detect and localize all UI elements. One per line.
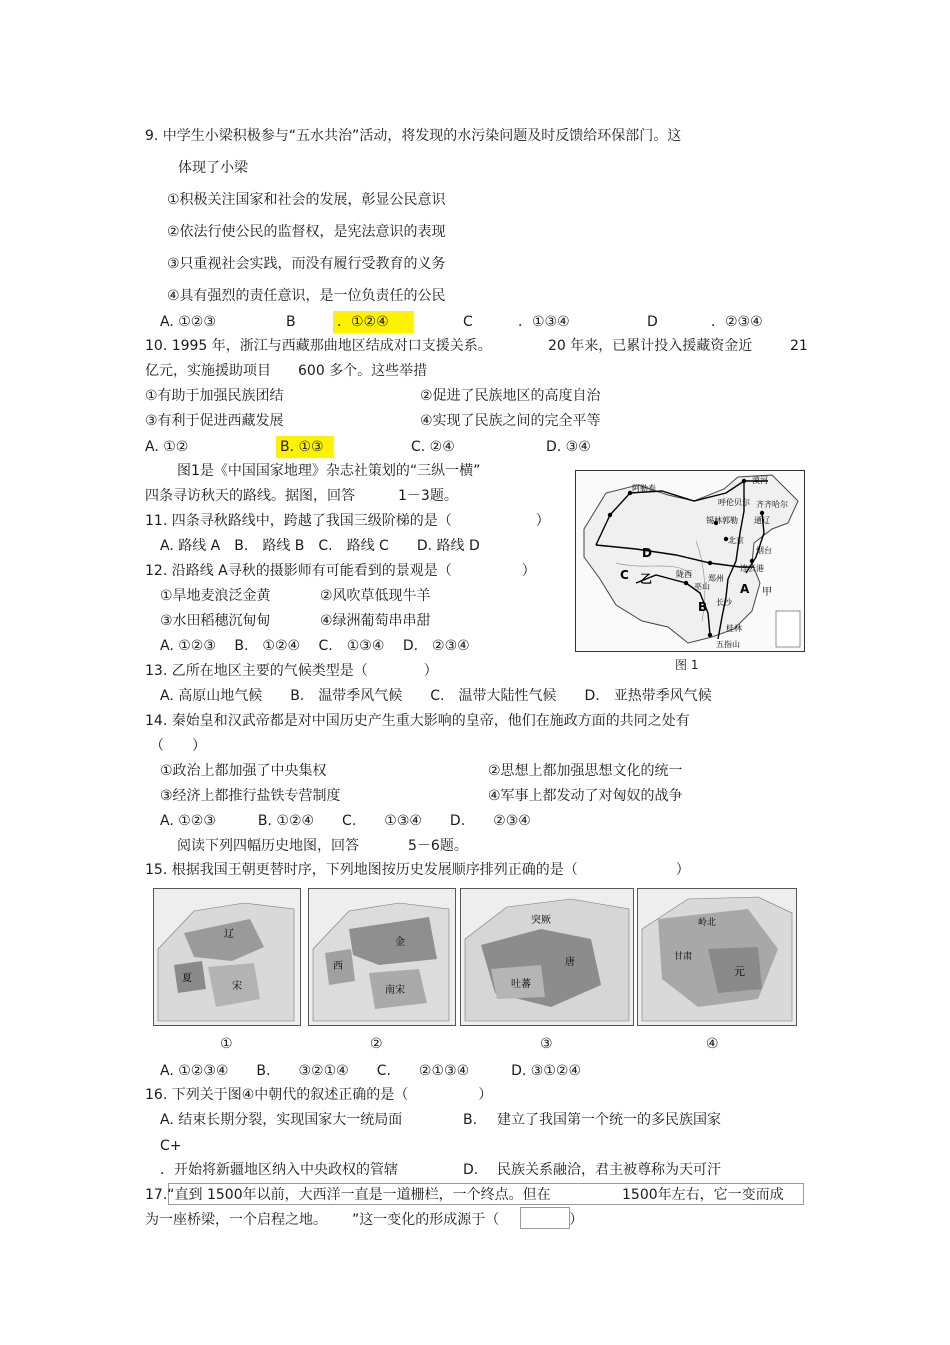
map-label-4: ④ [706,1036,719,1052]
svg-text:吐蕃: 吐蕃 [511,979,531,990]
map-label-lianyungang: 连云港 [740,564,764,573]
q16-option-c: ．开始将新疆地区纳入中央政权的管辖 [160,1162,398,1178]
q10-item-1: ①有助于加强民族团结 [145,388,284,404]
q14-options: A. ①②③ B. ①②④ C. ①③④ D. ②③④ [160,813,531,829]
q16-option-a: A. 结束长期分裂，实现国家大一统局面 [160,1112,403,1128]
q9-item-3: ③只重视社会实践，而没有履行受教育的义务 [167,256,446,272]
q9-item-4: ④具有强烈的责任意识，是一位负责任的公民 [167,288,446,304]
map-label-zhengzhou: 郑州 [708,574,724,583]
map-label-beijing: 北京 [728,536,744,545]
history-intro-b: 5－6题。 [408,838,468,854]
map-label-qiqihar: 齐齐哈尔 [756,500,788,509]
svg-text:宋: 宋 [232,981,242,992]
q10-stem-line2b: 600 多个。这些举措 [298,363,428,379]
q12-item-3: ③水田稻穗沉甸甸 [160,613,271,629]
q10-stem-line1a: 10. 1995 年，浙江与西藏那曲地区结成对口支援关系。 [145,338,492,354]
q14-item-1: ①政治上都加强了中央集权 [160,763,327,779]
q10-item-3: ③有利于促进西藏发展 [145,413,284,429]
q9-option-c: ．①③④ [518,314,570,330]
q10-option-a: A. ①② [145,439,189,455]
map-label-tongliao: 通辽 [754,516,770,525]
q16-option-b: 建立了我国第一个统一的多民族国家 [497,1112,721,1128]
map-label-wushan: 巫山 [694,582,710,591]
q9-option-b-highlighted: ．①②④ [333,311,414,333]
q17-stem-line1a: 17.“直到 1500年以前，大西洋一直是一道栅栏，一个终点。但在 [145,1187,551,1203]
q9-item-2: ②依法行使公民的监督权，是宪法意识的表现 [167,224,446,240]
q10-option-b-highlighted: B. ①③ [276,436,334,458]
q16-option-c-letter: C+ [160,1138,182,1154]
map-label-2: ② [370,1036,383,1052]
svg-text:元: 元 [734,965,745,978]
history-map-4 [637,888,797,1026]
q9-stem-line2: 体现了小梁 [178,160,248,176]
q12-options: A. ①②③ B. ①②④ C. ①③④ D. ②③④ [160,638,470,654]
map-route-label-b: B [698,600,708,614]
q10-option-c: C. ②④ [411,439,455,455]
q14-paren: （ ） [150,738,206,754]
q13-stem: 13. 乙所在地区主要的气候类型是（ ） [145,663,438,679]
q9-option-a: A. ①②③ [160,314,216,330]
map-label-guilin: 桂林 [726,624,742,633]
map-route-label-d: D [642,546,652,560]
q16-stem: 16. 下列关于图④中朝代的叙述正确的是（ ） [145,1087,493,1103]
svg-text:岭北: 岭北 [698,918,717,928]
q10-item-4: ④实现了民族之间的完全平等 [420,413,601,429]
q12-stem: 12. 沿路线 A寻秋的摄影师有可能看到的景观是（ ） [145,563,536,579]
q16-option-d: 民族关系融洽，君主被尊称为天可汗 [497,1162,721,1178]
svg-text:南宋: 南宋 [385,985,405,996]
map-label-longxi: 陇西 [676,570,692,579]
history-map-1 [153,888,301,1026]
map-label-changsha: 长沙 [716,598,732,607]
svg-text:夏: 夏 [182,973,192,984]
svg-text:甘肃: 甘肃 [674,952,693,962]
svg-text:突厥: 突厥 [531,915,551,926]
q9-option-d-letter: D [647,314,658,330]
geo-intro-line2a: 四条寻访秋天的路线。据图，回答 [145,488,355,504]
q10-stem-line1b: 20 年来，已累计投入援藏资金近 [548,338,753,354]
map-label-yi: 乙 [640,572,653,586]
q15-stem: 15. 根据我国王朝更替时序，下列地图按历史发展顺序排列正确的是（ ） [145,862,690,878]
svg-text:西: 西 [333,961,343,972]
q10-stem-line2a: 亿元，实施援助项目 [145,363,271,379]
q9-option-d: ．②③④ [711,314,763,330]
history-map-3 [460,888,634,1026]
q14-item-4: ④军事上都发动了对匈奴的战争 [488,788,683,804]
q9-stem-line1: 9. 中学生小梁积极参与“五水共治”活动，将发现的水污染问题及时反馈给环保部门。这 [145,128,682,144]
q12-item-1: ①旱地麦浪泛金黄 [160,588,271,604]
q9-option-c-letter: C [463,314,473,330]
map-label-3: ③ [540,1036,553,1052]
map-route-label-a: A [740,582,750,596]
q17-stem-line2b: ”这一变化的形成源于（ ） [352,1212,584,1228]
map-label-yantai: 烟台 [756,546,772,555]
china-map-svg [576,471,804,651]
figure-1-china-route-map [575,470,805,652]
q17-stem-line2a: 为一座桥梁，一个启程之地。 [145,1212,327,1228]
map-label-jia: 甲 [762,587,772,598]
map-route-label-c: C [620,568,629,582]
figure-1-caption: 图 1 [675,658,699,672]
q10-option-d: D. ③④ [546,439,591,455]
q11-stem: 11. 四条寻秋路线中，跨越了我国三级阶梯的是（ ） [145,513,550,529]
map-label-xilingol: 锡林郭勒 [706,516,738,525]
map-label-1: ① [220,1036,233,1052]
svg-text:唐: 唐 [565,957,575,968]
q12-item-4: ④绿洲葡萄串串甜 [320,613,431,629]
map-label-altay: 阿勒泰 [632,484,656,493]
q17-stem-line1b: 1500年左右，它一变而成 [622,1187,784,1203]
geo-intro-line2b: 1－3题。 [398,488,458,504]
q16-option-d-letter: D. [463,1162,479,1178]
q14-item-3: ③经济上都推行盐铁专营制度 [160,788,341,804]
q14-item-2: ②思想上都加强思想文化的统一 [488,763,683,779]
q16-option-b-letter: B. [463,1112,478,1128]
map-label-wuzhishan: 五指山 [716,640,740,649]
q15-options: A. ①②③④ B. ③②①④ C. ②①③④ D. ③①②④ [160,1063,582,1079]
svg-text:辽: 辽 [224,929,234,940]
q9-option-b-letter: B [286,314,296,330]
q12-item-2: ②风吹草低现牛羊 [320,588,431,604]
map-label-mohe: 漠河 [752,476,768,485]
q14-stem: 14. 秦始皇和汉武帝都是对中国历史产生重大影响的皇帝，他们在施政方面的共同之处有 [145,713,690,729]
history-map-2 [308,888,456,1026]
svg-text:金: 金 [395,937,405,948]
history-intro-a: 阅读下列四幅历史地图，回答 [177,838,359,854]
geo-intro-line1: 图1是《中国国家地理》杂志社策划的“三纵一横” [177,463,481,479]
q11-options: A. 路线 A B. 路线 B C. 路线 C D. 路线 D [160,538,480,554]
q9-item-1: ①积极关注国家和社会的发展，彰显公民意识 [167,192,446,208]
q13-options: A. 高原山地气候 B. 温带季风气候 C. 温带大陆性气候 D. 亚热带季风气候 [160,688,712,704]
q10-item-2: ②促进了民族地区的高度自治 [420,388,601,404]
map-label-hulunbuir: 呼伦贝尔 [718,498,750,507]
q10-stem-line1c: 21 [790,338,808,354]
